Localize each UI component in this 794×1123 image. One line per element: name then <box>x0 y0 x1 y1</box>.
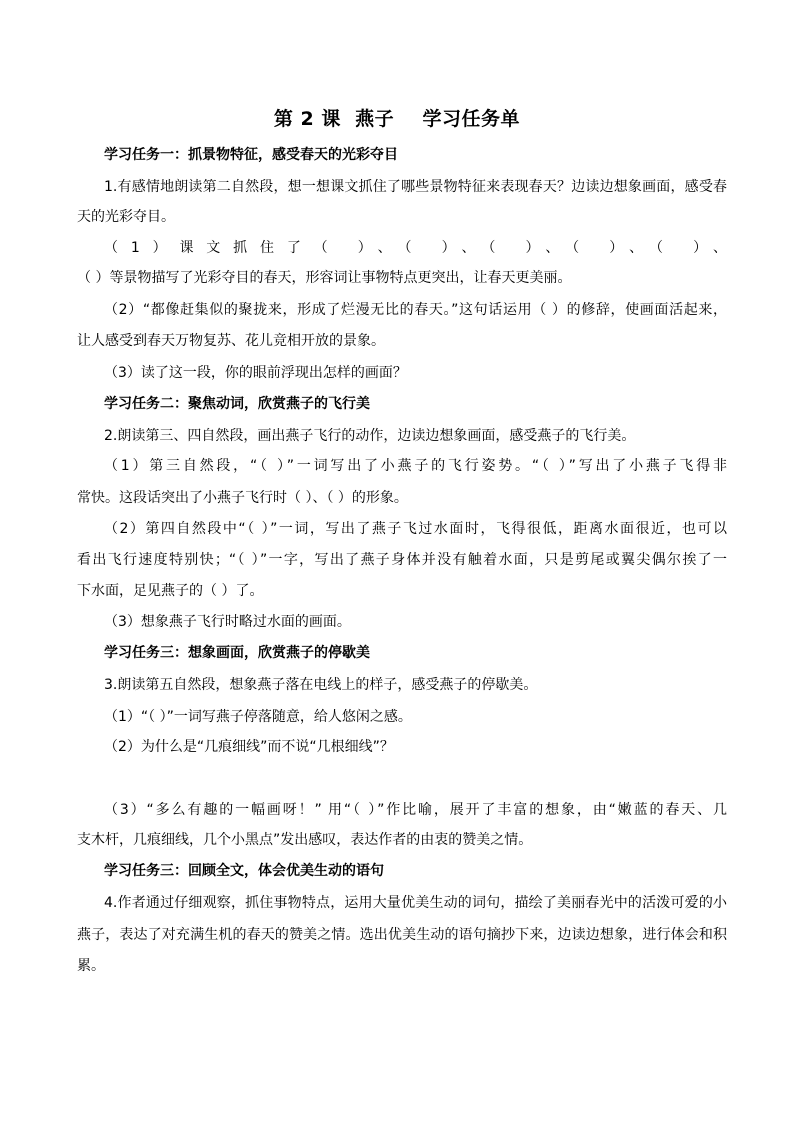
task-1-line-2: 天的光彩夺目。 <box>77 209 175 225</box>
task-4-line-2: 燕子，表达了对充满生机的春天的赞美之情。选出优美生动的语句摘抄下来，边读边想象，进行体会和积 <box>77 927 727 943</box>
task-2-heading: 学习任务二：聚焦动词，欣赏燕子的飞行美 <box>104 396 370 412</box>
task-1-line-1: 1.有感情地朗读第二自然段，想一想课文抓住了哪些景物特征来表现春天？边读边想象画面，感受春 <box>104 179 727 195</box>
task-4-line-3: 累。 <box>77 958 105 974</box>
task-4-line-1: 4.作者通过仔细观察，抓住事物特点，运用大量优美生动的词句，描绘了美丽春光中的活泼可爱的小 <box>104 895 727 911</box>
task-2-line-2: （1）第三自然段，“（ ）”一词写出了小燕子的飞行姿势。“（ ）”写出了小燕子飞得非 <box>104 458 727 474</box>
task-3-line-5: 支木杆，几痕细线，几个小黑点”发出感叹，表达作者的由衷的赞美之情。 <box>77 832 533 848</box>
task-1-line-6: 让人感受到春天万物复苏、花儿竞相开放的景象。 <box>77 333 385 349</box>
task-3-heading: 学习任务三：想象画面，欣赏燕子的停歇美 <box>104 645 370 661</box>
task-2-line-6: 下水面，足见燕子的（ ）了。 <box>77 583 264 599</box>
task-3-line-4: （3）“多么有趣的一幅画呀！” 用“（ ）”作比喻，展开了丰富的想象，由“嫩蓝的春天、几 <box>104 802 727 818</box>
task-4-heading: 学习任务三：回顾全文，体会优美生动的语句 <box>104 863 384 879</box>
task-1-line-4: （ ）等景物描写了光彩夺目的春天，形容词让事物特点更突出，让春天更美丽。 <box>77 270 572 286</box>
task-2-line-3: 常快。这段话突出了小燕子飞行时（ ）、（ ）的形象。 <box>77 490 408 506</box>
task-1-line-5: （2）“都像赶集似的聚拢来，形成了烂漫无比的春天。”这句话运用（ ）的修辞，使画面活起来， <box>104 302 727 318</box>
task-1-line-3: （1）课文抓住了（ ）、（ ）、（ ）、（ ）、（ ）、 <box>104 240 727 256</box>
task-2-line-7: （3）想象燕子飞行时略过水面的画面。 <box>104 614 351 630</box>
task-1-heading: 学习任务一：抓景物特征，感受春天的光彩夺目 <box>104 147 398 163</box>
task-2-line-5: 看出飞行速度特别快；“（ ）”一字，写出了燕子身体并没有触着水面，只是剪尾或翼尖偶尔挨了一 <box>77 552 727 568</box>
task-2-line-4: （2）第四自然段中“（ ）”一词，写出了燕子飞过水面时，飞得很低，距离水面很近，也可以 <box>104 521 727 537</box>
task-3-line-2: （1）“（ ）”一词写燕子停落随意，给人悠闲之感。 <box>104 709 412 725</box>
page-title: 第 2 课 燕子 学习任务单 <box>273 108 521 130</box>
task-3-line-1: 3.朗读第五自然段，想象燕子落在电线上的样子，感受燕子的停歇美。 <box>104 677 538 693</box>
task-3-line-3: （2）为什么是“几痕细线”而不说“几根细线”？ <box>104 739 394 755</box>
task-1-line-7: （3）读了这一段，你的眼前浮现出怎样的画面？ <box>104 365 407 381</box>
task-2-line-1: 2.朗读第三、四自然段，画出燕子飞行的动作，边读边想象画面，感受燕子的飞行美。 <box>104 428 636 444</box>
